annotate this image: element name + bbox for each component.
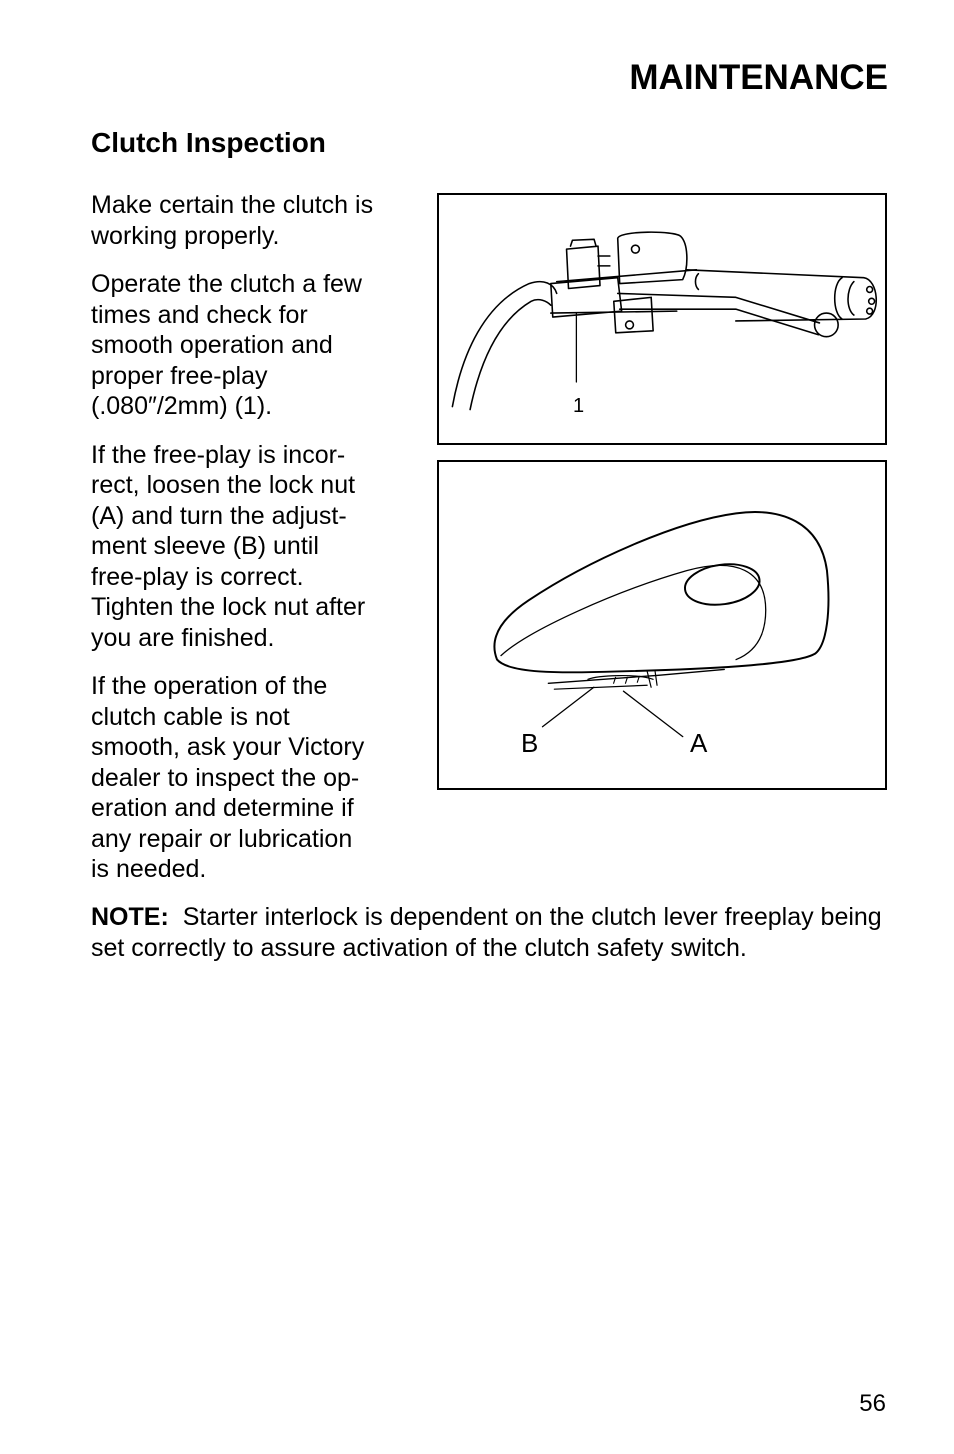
paragraph-4: If the operation of the clutch cable is not smooth, ask your Victory dealer to inspect the op- eration and determine if any repair or lubrication is needed. (91, 672, 365, 883)
callout-a: A (690, 728, 708, 758)
instruction-text (91, 190, 421, 903)
note-label: NOTE: (91, 903, 169, 931)
page-number: 56 (859, 1390, 886, 1417)
callout-1: 1 (573, 395, 585, 417)
note (91, 902, 901, 964)
clutch-lever-illustration (439, 195, 885, 443)
note-text: Starter interlock is dependent on the clutch lever freeplay being set correctly to assure activation of the clutch safety switch. (91, 903, 882, 962)
section-title: MAINTENANCE (629, 58, 888, 97)
callout-b: B (521, 728, 539, 758)
clutch-lever-figure (437, 193, 887, 445)
clutch-inspection-heading: Clutch Inspection (91, 127, 326, 158)
paragraph-1: Make certain the clutch is working properly. (91, 191, 374, 250)
paragraph-3: If the free-play is incor- rect, loosen the lock nut (A) and turn the adjust- ment sleeve (B) until free-play is correct. Tighten the lock nut after you are finished. (91, 440, 366, 652)
cable-adjuster-figure (437, 460, 887, 790)
fuel-tank-illustration (439, 462, 885, 788)
paragraph-2: Operate the clutch a few times and check for smooth operation and proper free-play (.080″/2mm) (1). (91, 270, 362, 420)
